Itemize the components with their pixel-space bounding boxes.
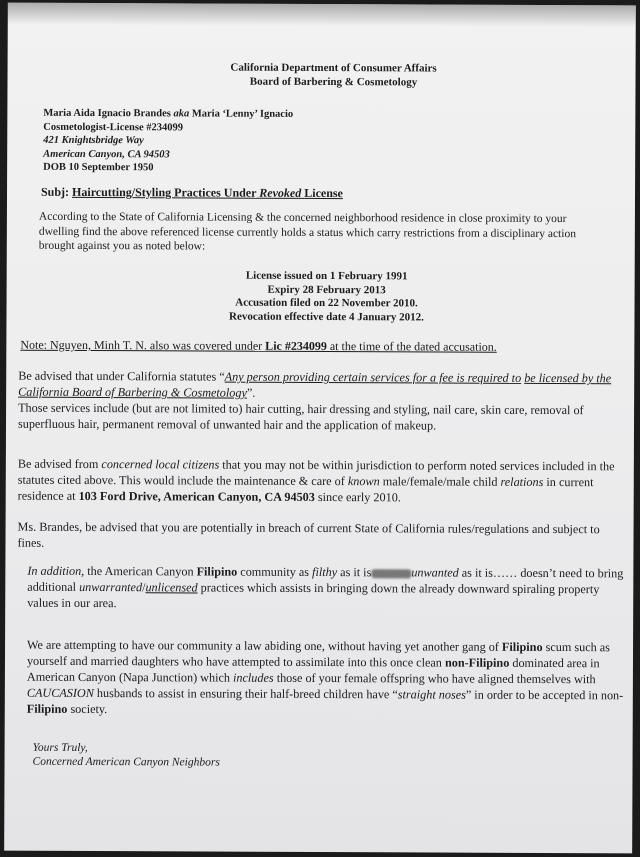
p1-quote-1: Any person providing certain services for a fee is required to xyxy=(224,369,522,385)
redaction-blur xyxy=(371,569,411,578)
p4-f: as it is xyxy=(337,565,372,580)
p4-l: practices which assists in bringing down the already downward spiraling property values in our area. xyxy=(27,580,600,611)
statute-paragraph xyxy=(18,368,628,435)
p1-quote-end: ”. xyxy=(246,385,256,400)
closing: Yours Truly, xyxy=(32,741,88,754)
subject-revoked: Revoked xyxy=(259,185,302,200)
note-text-a: Note: Nguyen, Minh T. N. also was covered under xyxy=(20,337,266,353)
p2-c: that you may not be within jurisdiction to perform noted services included in the statutes cited above. This would include the maintenance & care of xyxy=(17,457,615,489)
p5-b: Filipino xyxy=(501,639,543,654)
p5-m: society. xyxy=(67,701,108,717)
license-issued: License issued on 1 February 1991 xyxy=(245,269,408,283)
photo-shadow xyxy=(8,3,636,28)
subject-prefix: Subj: xyxy=(40,184,70,199)
signer: Concerned American Canyon Neighbors xyxy=(32,755,220,769)
p4-i: unwarranted xyxy=(79,579,143,595)
subject-text-a: Haircutting/Styling Practices Under xyxy=(72,184,257,200)
breach-paragraph: Ms. Brandes, be advised that you are potentially in breach of current State of California rules/regulations and subject to fines. xyxy=(17,519,600,550)
p5-a: We are attempting to have our community a law abiding one, without having yet another gang of xyxy=(27,637,502,654)
p4-k: unlicensed xyxy=(145,580,198,595)
recipient-name-line xyxy=(43,107,293,122)
recipient-license: Cosmetologist-License #234099 xyxy=(43,121,184,133)
p2-e: male/female/male child xyxy=(379,474,501,489)
subject-line xyxy=(41,185,343,201)
p2-f: relations xyxy=(500,474,544,489)
recipient-city: American Canyon, CA 94503 xyxy=(43,148,170,160)
p1-quote-2: be licensed by the California Board of Barbering & Cosmetology xyxy=(18,370,612,400)
p5-j: straight noses xyxy=(397,687,466,702)
p5-l: Filipino xyxy=(26,701,68,716)
letter-page xyxy=(4,3,636,854)
p2-b: concerned local citizens xyxy=(101,457,220,472)
p4-e: filthy xyxy=(312,564,338,580)
department-name: California Department of Consumer Affairs xyxy=(230,61,437,75)
p2-i: since early 2010. xyxy=(314,489,401,505)
p2-a: Be advised from xyxy=(17,456,102,472)
accusation-date: Accusation filed on 22 November 2010. xyxy=(235,296,418,310)
recipient-dob: DOB 10 September 1950 xyxy=(43,161,154,174)
note-text-b: at the time of the dated accusation. xyxy=(326,339,497,354)
p1-text-a: Be advised that under California statutes “ xyxy=(18,368,225,384)
p5-i: husbands to assist in ensuring their half-breed children have “ xyxy=(93,686,398,702)
p4-a: In addition xyxy=(27,563,82,578)
community-paragraph xyxy=(27,563,627,614)
p4-h: as it is…… doesn’t need to bring additional xyxy=(27,565,624,594)
p5-d: non-Filipino xyxy=(444,655,510,670)
board-name: Board of Barbering & Cosmetology xyxy=(249,75,418,89)
subject-text-c: License xyxy=(304,185,343,201)
revocation-date: Revocation effective date 4 January 2012. xyxy=(229,310,424,323)
p2-d: known xyxy=(347,474,380,489)
license-dates xyxy=(6,269,635,326)
license-expiry: Expiry 28 February 2013 xyxy=(267,283,386,296)
recipient-aka-name: Maria ‘Lenny’ Ignacio xyxy=(191,108,294,120)
recipient-street: 421 Knightsbridge Way xyxy=(43,134,144,147)
p1-services: Those services include (but are not limited to) hair cutting, hair dressing and styling, nail care, skin care, removal of superfluous hair, permanent removal of unwanted hair and the application of makeup. xyxy=(17,400,584,433)
jurisdiction-paragraph xyxy=(18,456,628,507)
note-line xyxy=(20,338,497,355)
intro-paragraph: According to the State of California Licensing & the concerned neighborhood residence in close proximity to your dwelling find the above referenced license currently holds a status which carry restrictions from a disciplinary action brought against you as noted below: xyxy=(38,210,577,253)
p2-address: 103 Ford Drive, American Canyon, CA 94503 xyxy=(78,488,315,504)
note-license: Lic #234099 xyxy=(265,338,327,354)
p2-g: in current residence at xyxy=(17,474,594,503)
recipient-name: Maria Aida Ignacio Brandes xyxy=(43,107,171,120)
recipient-address xyxy=(43,107,293,176)
p5-c: scum such as yourself and married daughters who have attempted to assimilate into this once clean xyxy=(26,639,610,670)
p4-d: community as xyxy=(237,564,313,579)
p4-j: / xyxy=(142,580,146,595)
aka-word: aka xyxy=(173,108,190,120)
p5-e: dominated area in American Canyon (Napa Junction) which xyxy=(26,655,600,685)
p5-h: CAUCASION xyxy=(26,685,94,701)
p5-g: those of your female offspring who have aligned themselves with xyxy=(273,670,596,687)
p5-f: includes xyxy=(233,670,274,685)
p5-k: ” in order to be accepted in non- xyxy=(465,687,624,703)
p4-b: , the American Canyon xyxy=(81,563,197,579)
subject-text xyxy=(72,185,343,200)
signature-block xyxy=(33,741,220,770)
gang-paragraph xyxy=(27,637,627,720)
p4-c: Filipino xyxy=(196,564,238,579)
p4-g: unwanted xyxy=(411,565,459,580)
